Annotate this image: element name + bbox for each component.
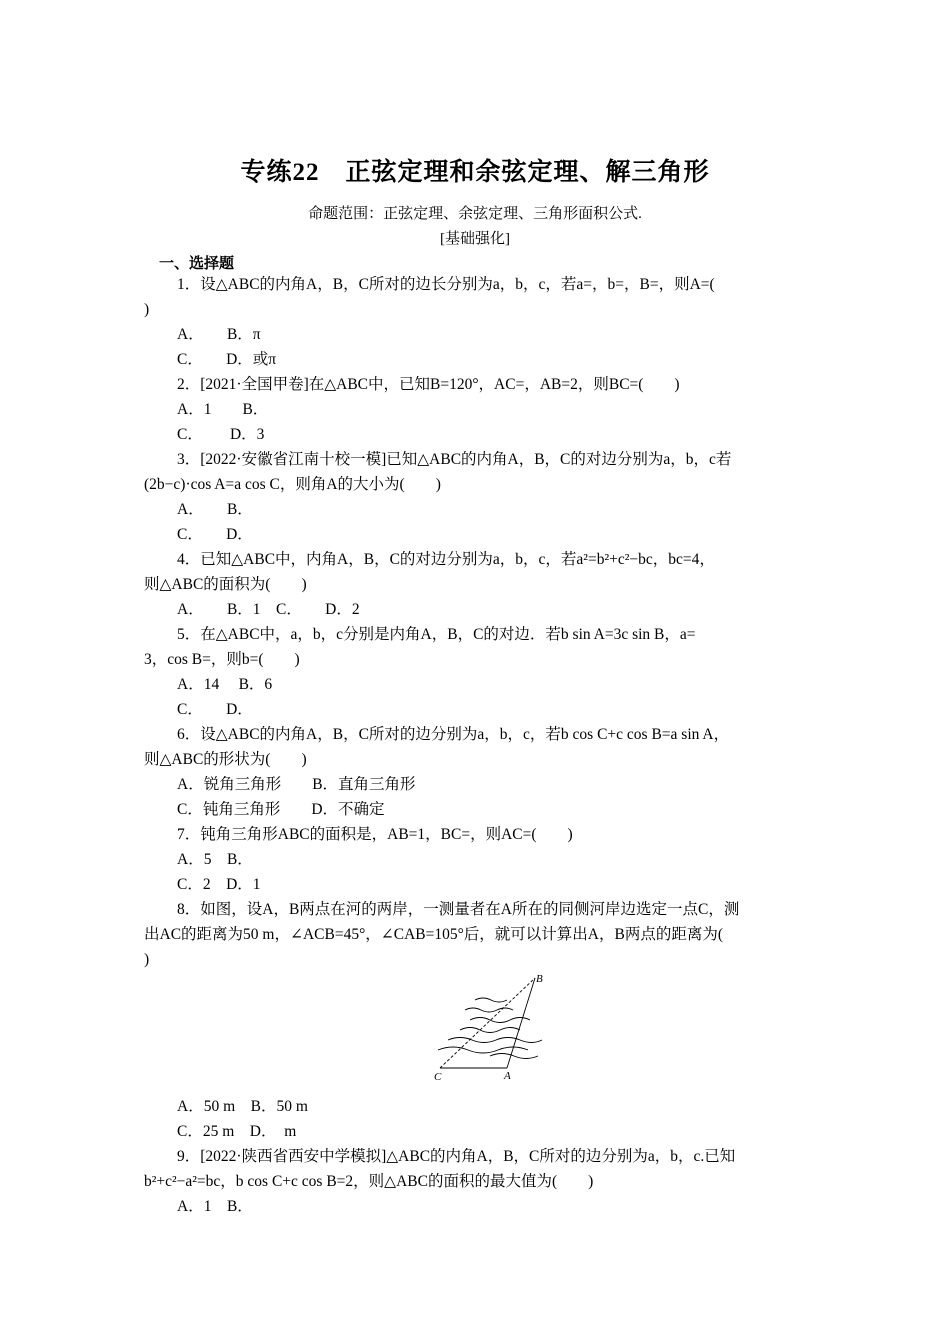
label-c: C bbox=[434, 1071, 442, 1082]
problem-line: b²+c²−a²=bc，b cos C+c cos B=2，则△ABC的面积的最大值为( ) bbox=[144, 1173, 594, 1190]
problem-line: 5．在△ABC中，a，b，c分别是内角A，B，C的对边．若b sin A=3c sin B，a= bbox=[177, 626, 696, 643]
problem-line: ) bbox=[144, 301, 150, 318]
choice-line: A．1 B． bbox=[177, 1198, 253, 1215]
problem-line: 4．已知△ABC中，内角A，B，C的对边分别为a，b，c，若a²=b²+c²−bc，bc=4， bbox=[177, 551, 715, 568]
problem-line: 出AC的距离为50 m，∠ACB=45°，∠CAB=105°后，就可以计算出A，B两点的距离为( bbox=[144, 926, 724, 943]
river-figure bbox=[430, 970, 556, 1082]
choice-line: A．5 B． bbox=[177, 851, 253, 868]
problem-line: 2．[2021·全国甲卷]在△ABC中，已知B=120°，AC=，AB=2，则BC=( ) bbox=[177, 376, 680, 393]
label-b: B bbox=[536, 973, 543, 985]
problem-line: 8．如图，设A，B两点在河的两岸，一测量者在A所在的同侧河岸边选定一点C，测 bbox=[177, 901, 740, 918]
problem-line: 3，cos B=，则b=( ) bbox=[144, 651, 300, 668]
problem-line: 7．钝角三角形ABC的面积是，AB=1，BC=，则AC=( ) bbox=[177, 826, 573, 843]
choice-line: C．25 m D． m bbox=[177, 1123, 297, 1140]
problem-line: 则△ABC的形状为( ) bbox=[144, 751, 307, 768]
choice-line: A． B． bbox=[177, 501, 253, 518]
choice-line: C． D．或π bbox=[177, 351, 277, 368]
topic-scope: 命题范围：正弦定理、余弦定理、三角形面积公式. bbox=[308, 206, 642, 222]
problem-line: (2b−c)·cos A=a cos C，则角A的大小为( ) bbox=[144, 476, 441, 493]
choice-line: C．2 D．1 bbox=[177, 876, 261, 893]
choice-line: A．1 B． bbox=[177, 401, 269, 418]
problem-line: ) bbox=[144, 951, 150, 968]
choice-line: A．锐角三角形 B．直角三角形 bbox=[177, 776, 416, 793]
problem-line: 则△ABC的面积为( ) bbox=[144, 576, 307, 593]
choice-line: A．14 B．6 bbox=[177, 676, 273, 693]
problem-line: 9．[2022·陕西省西安中学模拟]△ABC的内角A，B，C所对的边分别为a，b，c.已知 bbox=[177, 1148, 736, 1165]
choice-line: A． B．1 C． D．2 bbox=[177, 601, 360, 618]
problem-line: 6．设△ABC的内角A，B，C所对的边分别为a，b，c，若b cos C+c cos B=a sin A， bbox=[177, 726, 730, 743]
choice-line: C． D．3 bbox=[177, 426, 265, 443]
choice-line: A．50 m B．50 m bbox=[177, 1098, 308, 1115]
label-a: A bbox=[504, 1070, 511, 1082]
choice-line: C．钝角三角形 D．不确定 bbox=[177, 801, 385, 818]
problem-line: 1．设△ABC的内角A，B，C所对的边长分别为a，b，c，若a=，b=，B=，则A=( bbox=[177, 276, 715, 293]
problem-line: 3．[2022·安徽省江南十校一模]已知△ABC的内角A，B，C的对边分别为a，b，c若 bbox=[177, 451, 732, 468]
choice-line: C． D． bbox=[177, 701, 253, 718]
choice-line: C． D． bbox=[177, 526, 253, 543]
section-tag: [基础强化] bbox=[440, 231, 510, 247]
page-title: 专练22 正弦定理和余弦定理、解三角形 bbox=[240, 159, 710, 186]
section-heading: 一、选择题 bbox=[159, 256, 235, 272]
choice-line: A． B．π bbox=[177, 326, 261, 343]
